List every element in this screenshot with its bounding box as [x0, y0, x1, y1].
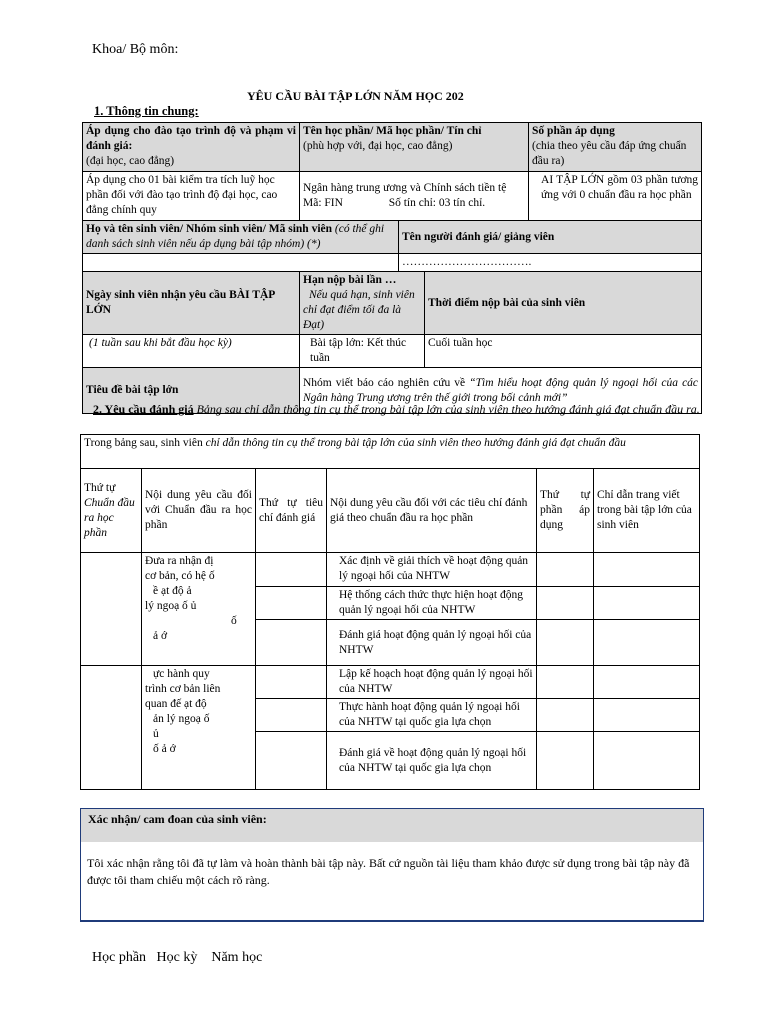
- evaluator-header-cell: Tên người đánh giá/ giảng viên: [399, 221, 702, 254]
- parts-header-label: Số phần áp dụng: [532, 125, 615, 137]
- outcome-2-line: quan đế ạt độ: [145, 698, 207, 710]
- parts-value-cell: AI TẬP LỚN gồm 03 phần tương ứng với 0 chuẩn đầu ra học phần: [529, 172, 702, 221]
- scope-header-label: Áp dụng cho đào tạo trình độ và phạm vi đánh giá:: [86, 125, 296, 152]
- page-guide-cell: [594, 587, 700, 620]
- col-header-outcome-prefix: Thứ tự: [84, 481, 116, 494]
- scope-header-cell: [83, 123, 300, 172]
- col-header-part-order: Thứ tự phần áp dụng: [537, 469, 594, 553]
- criteria-content-cell: Xác định về giải thích về hoạt động quản lý ngoại hối của NHTW: [327, 553, 537, 587]
- assignment-title-label: Tiêu đề bài tập lớn: [83, 368, 300, 414]
- section2-heading-label: 2. Yêu cầu đánh giá: [93, 402, 194, 416]
- page-guide-cell: [594, 666, 700, 699]
- declaration-title: Xác nhận/ cam đoan của sinh viên:: [81, 809, 703, 842]
- deadline-header: [300, 272, 425, 335]
- page-guide-cell: [594, 553, 700, 587]
- criteria-order-cell: [256, 666, 327, 699]
- course-header-cell: [300, 123, 529, 172]
- assignment-title-lead: Nhóm viết báo cáo nghiên cứu về: [303, 376, 470, 389]
- col-header-outcome-content: Nội dung yêu cầu đối với Chuẩn đầu ra học phần: [142, 469, 256, 553]
- criteria-content-cell: Hệ thống cách thức thực hiện hoạt động quản lý ngoại hối của NHTW: [327, 587, 537, 620]
- page-guide-cell: [594, 732, 700, 790]
- evaluation-intro-lead: Trong bảng sau, sinh viên: [84, 437, 206, 449]
- part-order-cell: [537, 666, 594, 699]
- evaluation-intro-text: chỉ dẫn thông tin cụ thể trong bài tập lớn của sinh viên theo hướng đánh giá đạt chuẩn đầu: [205, 437, 626, 449]
- section1-heading: 1. Thông tin chung:: [94, 104, 199, 118]
- footer-course-info: Học phần Học kỳ Năm học: [92, 950, 263, 965]
- criteria-order-cell: [256, 587, 327, 620]
- criteria-order-cell: [256, 620, 327, 666]
- student-header-note: (có thể ghi danh sách sinh viên nếu áp dụng bài tập nhóm) (*): [86, 223, 385, 250]
- outcome-1-order: [81, 553, 142, 666]
- department-label: Khoa/ Bộ môn:: [92, 42, 179, 57]
- receive-date-value: (1 tuần sau khi bắt đầu học kỳ): [83, 335, 300, 368]
- declaration-body: Tôi xác nhận rằng tôi đã tự làm và hoàn thành bài tập này. Bất cứ nguồn tài liệu tham khảo được sử dụng trong bài tập này đã được tôi tham chiếu một cách rõ ràng.: [87, 856, 690, 887]
- page-guide-cell: [594, 699, 700, 732]
- criteria-order-cell: [256, 553, 327, 587]
- part-order-cell: [537, 699, 594, 732]
- evaluation-intro-cell: [81, 435, 700, 469]
- col-header-criteria-content: Nội dung yêu cầu đối với các tiêu chí đánh giá theo chuẩn đầu ra học phần: [327, 469, 537, 553]
- section2-heading: [93, 401, 703, 417]
- outcome-2-line: trình cơ bản liên: [145, 683, 221, 695]
- course-credits: Số tín chỉ: 03 tín chỉ.: [388, 197, 486, 209]
- outcome-2-content: [142, 666, 256, 790]
- col-header-page-guide: Chỉ dẫn trang viết trong bài tập lớn của sinh viên: [594, 469, 700, 553]
- submit-time-value: Cuối tuần học: [425, 335, 702, 368]
- submit-time-header: Thời điểm nộp bài của sinh viên: [425, 272, 702, 335]
- outcome-2-order: [81, 666, 142, 790]
- outcome-1-content: [142, 553, 256, 666]
- outcome-2-line: ủ: [153, 728, 159, 740]
- parts-header-cell: [529, 123, 702, 172]
- course-value-cell: [300, 172, 529, 221]
- criteria-content-cell: Đánh giá hoạt động quản lý ngoại hối của NHTW: [327, 620, 537, 666]
- assignment-title-topic: “Tìm hiểu hoạt động quản lý ngoại hối của các Ngân hàng Trung ương trên thế giới trong bối cảnh mới”: [303, 376, 699, 404]
- outcome-2-line: ản lý ngoạ ố: [153, 713, 210, 725]
- col-header-criteria-order: Thứ tự tiêu chí đánh giá: [256, 469, 327, 553]
- student-header-label: Họ và tên sinh viên/ Nhóm sinh viên/ Mã sinh viên: [86, 223, 333, 235]
- part-order-cell: [537, 732, 594, 790]
- criteria-content-cell: Thực hành hoạt động quản lý ngoại hối của NHTW tại quốc gia lựa chọn: [327, 699, 537, 732]
- deadline-note: Nếu quá hạn, sinh viên chỉ đạt điểm tối đa là Đạt): [303, 289, 415, 331]
- general-info-table: [82, 122, 702, 414]
- outcome-2-line: ực hành quy: [153, 668, 210, 680]
- outcome-2-line: ố ả ớ: [153, 743, 176, 755]
- part-order-cell: [537, 553, 594, 587]
- criteria-order-cell: [256, 699, 327, 732]
- course-header-sub: (phù hợp với, đại học, cao đẳng): [303, 140, 453, 152]
- outcome-1-line: ố: [231, 615, 237, 627]
- parts-header-sub: (chia theo yêu cầu đáp ứng chuẩn đầu ra): [532, 140, 687, 167]
- student-declaration-box: [80, 808, 704, 922]
- document-title: YÊU CẦU BÀI TẬP LỚN NĂM HỌC 202: [247, 89, 464, 103]
- student-value-cell: [83, 254, 399, 272]
- outcome-1-line: ề ạt độ ả: [153, 585, 192, 597]
- criteria-content-cell: Lập kế hoạch hoạt động quản lý ngoại hối của NHTW: [327, 666, 537, 699]
- evaluator-value-cell: …………………………….: [399, 254, 702, 272]
- part-order-cell: [537, 620, 594, 666]
- receive-date-header: Ngày sinh viên nhận yêu cầu BÀI TẬP LỚN: [83, 272, 300, 335]
- outcome-1-line: cơ bản, có hệ ố: [145, 570, 215, 582]
- course-code: Mã: FIN: [303, 197, 343, 209]
- evaluation-table: [80, 434, 700, 790]
- scope-value-cell: Áp dụng cho 01 bài kiểm tra tích luỹ học phần đối với đào tạo trình độ đại học, cao đẳng chính quy: [83, 172, 300, 221]
- deadline-label: Hạn nộp bài lần …: [303, 274, 397, 286]
- deadline-value: Bài tập lớn: Kết thúc tuần: [300, 335, 425, 368]
- col-header-outcome-italic: Chuẩn đầu ra học phần: [84, 496, 135, 539]
- outcome-1-line: lý ngoạ ố ủ: [145, 600, 197, 612]
- course-header-label: Tên học phần/ Mã học phần/ Tín chỉ: [303, 125, 482, 137]
- scope-header-sub: (đại học, cao đẳng): [86, 155, 175, 167]
- section2-heading-note: Bảng sau chỉ dẫn thông tin cụ thể trong bài tập lớn của sinh viên theo hướng đánh giá đạt chuẩn đầu ra.: [196, 402, 700, 416]
- student-header-cell: [83, 221, 399, 254]
- criteria-content-cell: Đánh giá về hoạt động quản lý ngoại hối của NHTW tại quốc gia lựa chọn: [327, 732, 537, 790]
- course-name: Ngân hàng trung ương và Chính sách tiền tệ: [303, 182, 507, 194]
- criteria-order-cell: [256, 732, 327, 790]
- col-header-outcome-order: [81, 469, 142, 553]
- page-guide-cell: [594, 620, 700, 666]
- part-order-cell: [537, 587, 594, 620]
- outcome-1-line: Đưa ra nhận đị: [145, 555, 214, 567]
- outcome-1-line: ả ớ: [153, 630, 168, 642]
